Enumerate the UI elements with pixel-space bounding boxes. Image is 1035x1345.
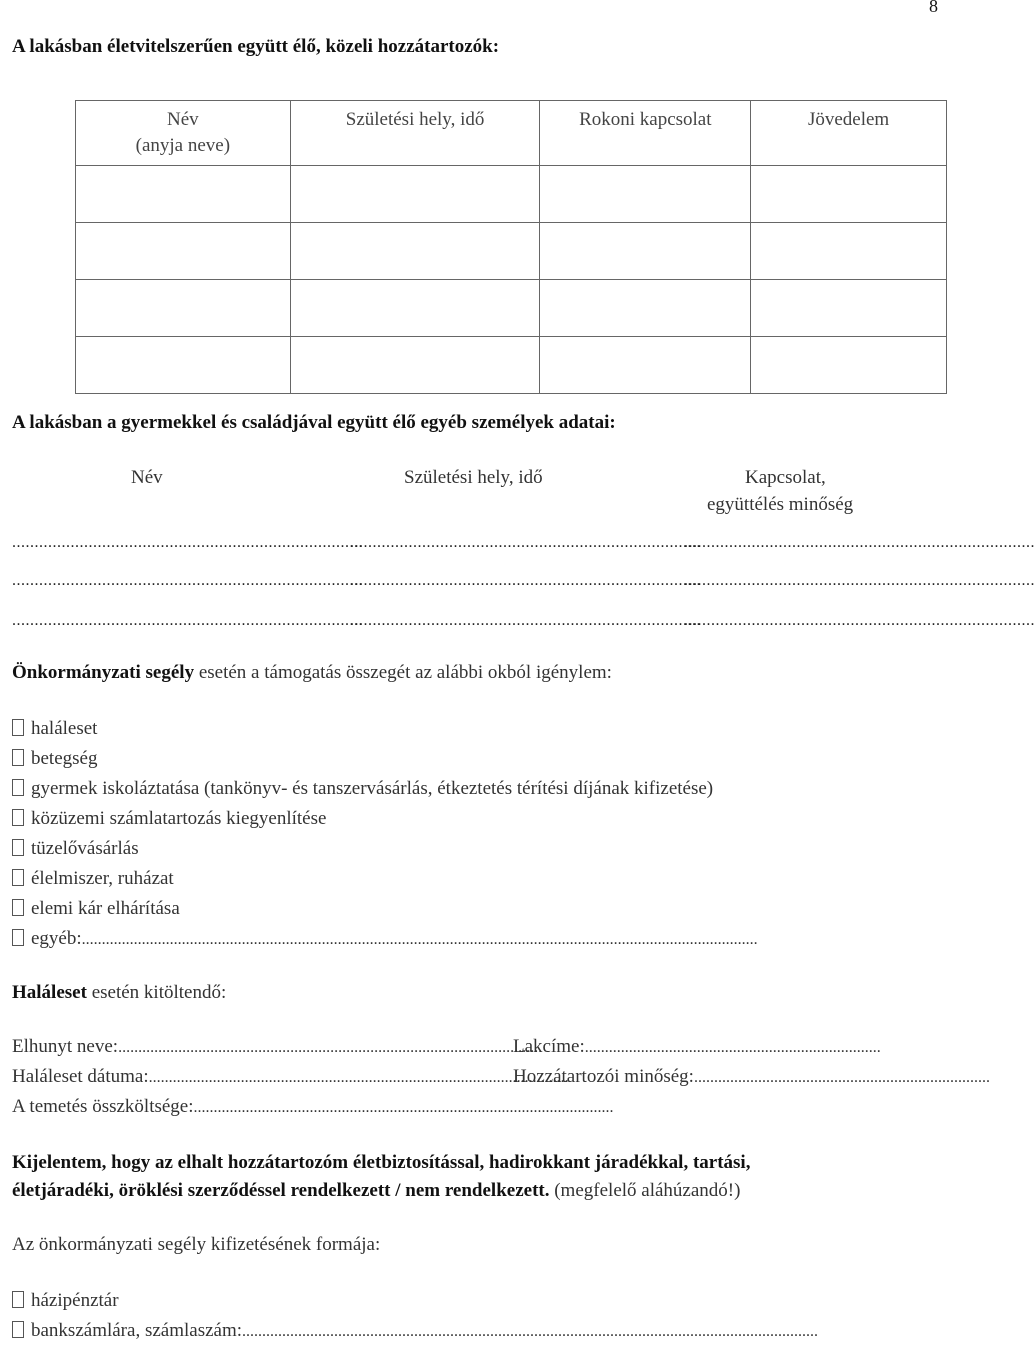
table-row <box>76 166 947 223</box>
cell-input[interactable] <box>290 223 540 280</box>
declaration-line-1: Kijelentem, hogy az elhalt hozzátartozóm életbiztosítással, hadirokkant járadékkal, tartási, <box>12 1152 751 1173</box>
funeral-cost-field[interactable]: A temetés összköltsége:......................................................................................................... <box>12 1096 614 1117</box>
cell-input[interactable] <box>290 280 540 337</box>
address-field[interactable]: Lakcíme:.......................................................................... <box>513 1036 881 1057</box>
table-row <box>76 337 947 394</box>
page-number: 8 <box>929 0 938 16</box>
cell-input[interactable] <box>76 166 291 223</box>
cell-input[interactable] <box>540 280 751 337</box>
option-schooling[interactable]: gyermek iskoláztatása (tankönyv- és tanszervásárlás, étkeztetés térítési díjának kifizetése) <box>12 778 713 800</box>
dotted-field[interactable]: .............................................................................. <box>684 612 1035 629</box>
cell-input[interactable] <box>76 337 291 394</box>
dotted-field[interactable]: .............................................................................. <box>684 534 1035 551</box>
checkbox-icon[interactable] <box>12 1321 24 1338</box>
dotted-field[interactable]: .............................................................................. <box>350 612 701 629</box>
checkbox-icon[interactable] <box>12 1291 24 1308</box>
relatives-table <box>75 100 947 394</box>
cell-input[interactable] <box>751 280 947 337</box>
checkbox-icon[interactable] <box>12 899 24 916</box>
deceased-name-field[interactable]: Elhunyt neve:......................................................................................................... <box>12 1036 539 1057</box>
col-name-label: Név <box>131 467 163 488</box>
death-date-field[interactable]: Haláleset dátuma:......................................................................................................... <box>12 1066 569 1087</box>
col-birth-label: Születési hely, idő <box>404 467 543 488</box>
cell-input[interactable] <box>290 166 540 223</box>
cell-input[interactable] <box>290 337 540 394</box>
header-income: Jövedelem <box>751 101 947 166</box>
cell-input[interactable] <box>751 223 947 280</box>
header-birth: Születési hely, idő <box>290 101 540 166</box>
dotted-field[interactable]: ................................................................................................................................................ <box>242 1323 819 1340</box>
cell-input[interactable] <box>751 337 947 394</box>
cell-input[interactable] <box>540 223 751 280</box>
option-other[interactable]: egyéb:......................................................................................................................................................................... <box>12 928 902 950</box>
cell-input[interactable] <box>540 166 751 223</box>
table-row <box>76 280 947 337</box>
section4-title: Haláleset esetén kitöltendő: <box>12 982 227 1003</box>
option-disaster[interactable]: elemi kár elhárítása <box>12 898 180 920</box>
checkbox-icon[interactable] <box>12 839 24 856</box>
cell-input[interactable] <box>76 223 291 280</box>
option-fuel[interactable]: tüzelővásárlás <box>12 838 139 860</box>
col-relation-label-1: Kapcsolat, <box>745 467 826 488</box>
section3-title: Önkormányzati segély esetén a támogatás összegét az alábbi okból igénylem: <box>12 662 612 683</box>
header-relation: Rokoni kapcsolat <box>540 101 751 166</box>
dotted-field[interactable]: .............................................................................. <box>12 534 363 551</box>
section2-title: A lakásban a gyermekkel és családjával együtt élő egyéb személyek adatai: <box>12 412 616 433</box>
option-bank-account[interactable]: bankszámlára, számlaszám:................................................................................................................................................ <box>12 1320 902 1342</box>
dotted-field[interactable]: .............................................................................. <box>350 534 701 551</box>
checkbox-icon[interactable] <box>12 719 24 736</box>
dotted-field[interactable]: .............................................................................. <box>12 572 363 589</box>
option-illness[interactable]: betegség <box>12 748 97 770</box>
section1-title: A lakásban életvitelszerűen együtt élő, közeli hozzátartozók: <box>12 36 500 57</box>
cell-input[interactable] <box>540 337 751 394</box>
table-row <box>76 223 947 280</box>
cell-input[interactable] <box>76 280 291 337</box>
dotted-field[interactable]: .............................................................................. <box>12 612 363 629</box>
relation-field[interactable]: Hozzátartozói minőség:.......................................................................... <box>513 1066 990 1087</box>
dotted-field[interactable]: .............................................................................. <box>684 572 1035 589</box>
option-death[interactable]: haláleset <box>12 718 97 740</box>
col-relation-label-2: együttélés minőség <box>707 494 854 515</box>
option-food-clothing[interactable]: élelmiszer, ruházat <box>12 868 174 890</box>
option-cash-desk[interactable]: házipénztár <box>12 1290 119 1312</box>
declaration-line-2: életjáradéki, öröklési szerződéssel rendelkezett / nem rendelkezett. (megfelelő aláhúzandó!) <box>12 1180 741 1201</box>
checkbox-icon[interactable] <box>12 749 24 766</box>
cell-input[interactable] <box>751 166 947 223</box>
dotted-field[interactable]: .............................................................................. <box>350 572 701 589</box>
dotted-field[interactable]: ......................................................................................................................................................................... <box>81 931 758 948</box>
header-name: Név (anyja neve) <box>76 101 291 166</box>
payment-title: Az önkormányzati segély kifizetésének formája: <box>12 1234 381 1255</box>
option-utility-debt[interactable]: közüzemi számlatartozás kiegyenlítése <box>12 808 326 830</box>
relatives-table-header <box>76 101 947 166</box>
checkbox-icon[interactable] <box>12 869 24 886</box>
checkbox-icon[interactable] <box>12 779 24 796</box>
checkbox-icon[interactable] <box>12 929 24 946</box>
checkbox-icon[interactable] <box>12 809 24 826</box>
